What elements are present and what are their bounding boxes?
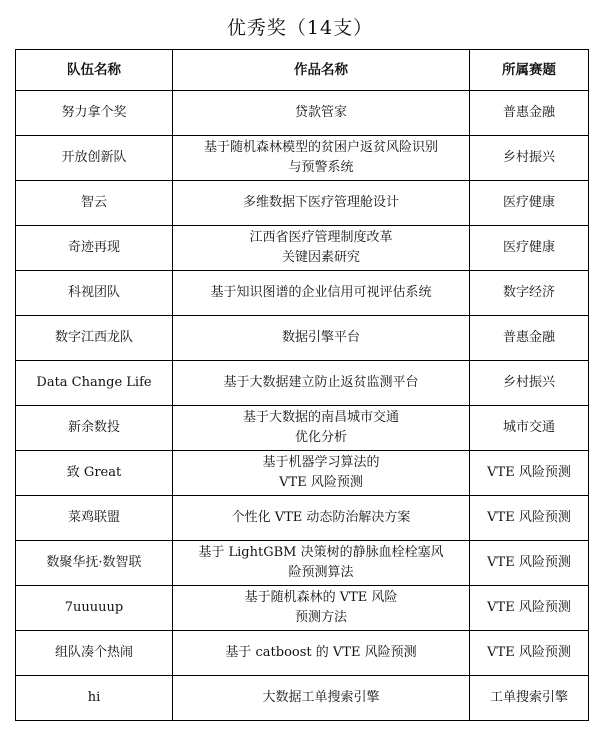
table-row — [16, 586, 589, 631]
track-cell: 工单搜索引擎 — [470, 676, 589, 721]
work-name-line: 预测方法 — [294, 610, 347, 625]
table-row — [16, 451, 589, 496]
work-name-line: VTE 风险预测 — [279, 475, 363, 490]
table-row — [16, 136, 589, 181]
work-name-line: 基于 catboost 的 VTE 风险预测 — [225, 645, 417, 660]
table-row — [16, 316, 589, 361]
work-name-cell — [173, 316, 470, 361]
table-row — [16, 181, 589, 226]
team-name-cell: 开放创新队 — [16, 136, 173, 181]
work-name-line: 个性化 VTE 动态防治解决方案 — [231, 510, 411, 525]
table-row — [16, 361, 589, 406]
team-name-cell: 菜鸡联盟 — [16, 496, 173, 541]
table-row — [16, 676, 589, 721]
track-cell: 乡村振兴 — [470, 136, 589, 181]
team-name-cell: 致 Great — [16, 451, 173, 496]
work-name-line: 险预测算法 — [288, 565, 354, 580]
work-name-line: 大数据工单搜索引擎 — [262, 690, 380, 705]
team-name-cell: 智云 — [16, 181, 173, 226]
work-name-cell — [173, 226, 470, 271]
header-work: 作品名称 — [173, 50, 470, 91]
header-team: 队伍名称 — [16, 50, 173, 91]
team-name-cell: Data Change Life — [16, 361, 173, 406]
table-row — [16, 91, 589, 136]
work-name-line: 江西省医疗管理制度改革 — [249, 230, 393, 245]
work-name-cell — [173, 496, 470, 541]
work-name-cell — [173, 586, 470, 631]
team-name-cell: 数聚华抚·数智联 — [16, 541, 173, 586]
awards-table — [15, 49, 589, 721]
track-cell: VTE 风险预测 — [470, 541, 589, 586]
team-name-cell: 努力拿个奖 — [16, 91, 173, 136]
track-cell: VTE 风险预测 — [470, 496, 589, 541]
work-name-cell — [173, 181, 470, 226]
work-name-cell — [173, 136, 470, 181]
work-name-cell — [173, 631, 470, 676]
work-name-cell — [173, 361, 470, 406]
table-row — [16, 406, 589, 451]
work-name-line: 基于 LightGBM 决策树的静脉血栓栓塞风 — [198, 545, 444, 560]
track-cell: 医疗健康 — [470, 181, 589, 226]
track-cell: VTE 风险预测 — [470, 451, 589, 496]
track-cell: 城市交通 — [470, 406, 589, 451]
work-name-cell — [173, 91, 470, 136]
work-name-line: 基于机器学习算法的 — [262, 455, 380, 470]
track-cell: 普惠金融 — [470, 91, 589, 136]
team-name-cell: 数字江西龙队 — [16, 316, 173, 361]
table-row — [16, 541, 589, 586]
work-name-cell — [173, 676, 470, 721]
work-name-line: 基于大数据建立防止返贫监测平台 — [223, 375, 419, 390]
track-cell: 数字经济 — [470, 271, 589, 316]
table-body — [16, 91, 589, 721]
work-name-line: 基于知识图谱的企业信用可视评估系统 — [210, 285, 432, 300]
table-row — [16, 226, 589, 271]
track-cell: VTE 风险预测 — [470, 586, 589, 631]
work-name-line: 多维数据下医疗管理舱设计 — [242, 195, 399, 210]
work-name-line: 与预警系统 — [288, 160, 354, 175]
work-name-line: 基于随机森林模型的贫困户返贫风险识别 — [203, 140, 438, 155]
work-name-line: 贷款管家 — [294, 105, 347, 120]
track-cell: 乡村振兴 — [470, 361, 589, 406]
work-name-line: 关键因素研究 — [281, 250, 360, 265]
track-cell: 普惠金融 — [470, 316, 589, 361]
team-name-cell: 新余数投 — [16, 406, 173, 451]
work-name-line: 优化分析 — [294, 430, 347, 445]
work-name-line: 基于大数据的南昌城市交通 — [242, 410, 399, 425]
page-title: 优秀奖（14支） — [226, 17, 374, 39]
track-cell: 医疗健康 — [470, 226, 589, 271]
table-row — [16, 271, 589, 316]
header-track: 所属赛题 — [470, 50, 589, 91]
work-name-cell — [173, 541, 470, 586]
work-name-line: 数据引擎平台 — [281, 330, 360, 345]
team-name-cell: 奇迹再现 — [16, 226, 173, 271]
team-name-cell: 科视团队 — [16, 271, 173, 316]
work-name-cell — [173, 271, 470, 316]
team-name-cell: hi — [16, 676, 173, 721]
work-name-line: 基于随机森林的 VTE 风险 — [244, 590, 398, 605]
track-cell: VTE 风险预测 — [470, 631, 589, 676]
team-name-cell: 7uuuuup — [16, 586, 173, 631]
team-name-cell: 组队凑个热闹 — [16, 631, 173, 676]
header-row — [16, 50, 589, 91]
table-row — [16, 496, 589, 541]
table-row — [16, 631, 589, 676]
work-name-cell — [173, 451, 470, 496]
work-name-cell — [173, 406, 470, 451]
